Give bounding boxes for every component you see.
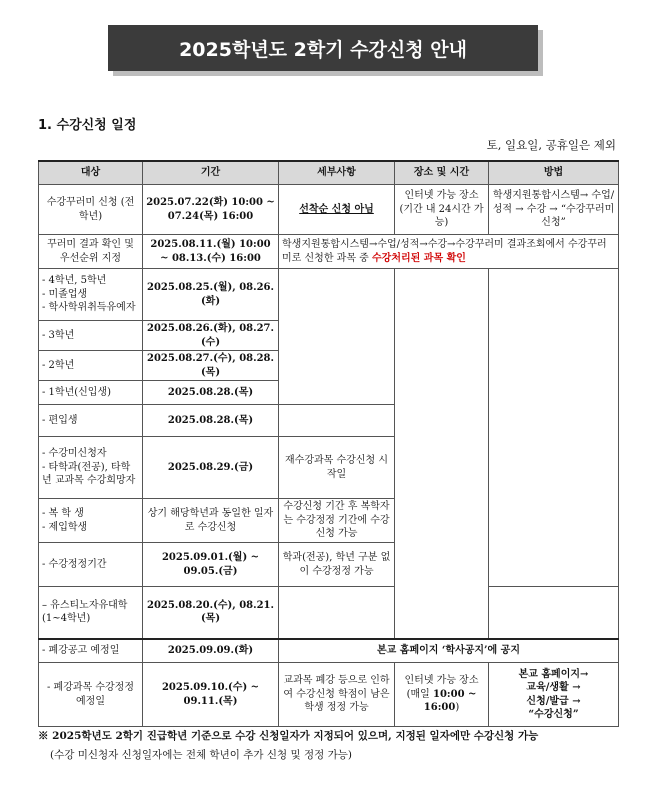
target-cell: - 수강정정기간 bbox=[39, 543, 143, 587]
target-line: - 수강미신청자 bbox=[42, 448, 107, 460]
table-row bbox=[39, 185, 619, 235]
detail-cell: 수강신청 기간 후 복학자는 수강정정 기간에 수강신청 가능 bbox=[279, 499, 395, 543]
period-cell: 2025.08.25.(월), 08.26.(화) bbox=[143, 269, 279, 321]
period-cell: 2025.09.09.(화) bbox=[143, 639, 279, 663]
col-place: 장소 및 시간 bbox=[395, 161, 489, 185]
target-line: - 타학과(전공), 타학년 교과목 수강희망자 bbox=[42, 461, 136, 487]
target-cell bbox=[39, 437, 143, 499]
place-hours bbox=[398, 688, 485, 715]
col-target: 대상 bbox=[39, 161, 143, 185]
target-cell bbox=[39, 269, 143, 321]
place-group-cell bbox=[395, 269, 489, 639]
place-time: 10:00 ~ 16:00 bbox=[423, 688, 477, 714]
detail-cell bbox=[279, 235, 619, 269]
detail-cell bbox=[279, 587, 395, 639]
place-text: (매일 bbox=[406, 688, 433, 700]
place-text: 인터넷 가능 장소 bbox=[404, 675, 479, 687]
grade-detail-cell bbox=[279, 269, 395, 405]
header-row bbox=[39, 161, 619, 185]
title-banner bbox=[108, 25, 538, 71]
section-heading: 1. 수강신청 일정 bbox=[38, 118, 137, 133]
period-cell: 2025.09.01.(월) ~ 09.05.(금) bbox=[143, 543, 279, 587]
footer-note bbox=[38, 727, 628, 765]
table-row bbox=[39, 269, 619, 321]
detail-cell bbox=[279, 405, 395, 437]
period-cell: 2025.08.26.(화), 08.27.(수) bbox=[143, 321, 279, 351]
target-cell: - 폐강과목 수강정정 예정일 bbox=[39, 663, 143, 727]
target-cell: – 유스티노자유대학 (1~4학년) bbox=[39, 587, 143, 639]
period-cell: 2025.08.11.(월) 10:00 ~ 08.13.(수) 16:00 bbox=[143, 235, 279, 269]
period-cell: 2025.08.29.(금) bbox=[143, 437, 279, 499]
table-row bbox=[39, 663, 619, 727]
method-cell bbox=[489, 587, 619, 639]
place-text: ) bbox=[455, 702, 460, 714]
period-cell: 2025.08.28.(목) bbox=[143, 405, 279, 437]
target-cell: - 편입생 bbox=[39, 405, 143, 437]
method-line: 신청/발급 → bbox=[526, 695, 581, 707]
period-cell: 상기 해당학년과 동일한 일자로 수강신청 bbox=[143, 499, 279, 543]
target-line: - 4학년, 5학년 bbox=[42, 275, 107, 287]
target-cell: 꾸러미 결과 확인 및 우선순위 지정 bbox=[39, 235, 143, 269]
target-line: - 제입학생 bbox=[42, 521, 88, 533]
target-cell: - 2학년 bbox=[39, 351, 143, 381]
period-cell: 2025.08.28.(목) bbox=[143, 381, 279, 405]
target-cell: - 3학년 bbox=[39, 321, 143, 351]
page-title: 2025학년도 2학기 수강신청 안내 bbox=[108, 25, 538, 71]
detail-highlight: 수강처리된 과목 확인 bbox=[372, 252, 466, 264]
target-cell: - 1학년(신입생) bbox=[39, 381, 143, 405]
period-cell: 2025.09.10.(수) ~ 09.11.(목) bbox=[143, 663, 279, 727]
col-period: 기간 bbox=[143, 161, 279, 185]
footer-line: (수강 미신청자 신청일자에는 전체 학년이 추가 신청 및 정정 가능) bbox=[50, 748, 352, 761]
method-cell bbox=[489, 663, 619, 727]
target-cell: - 폐강공고 예정일 bbox=[39, 639, 143, 663]
detail-cell: 학과(전공), 학년 구분 없이 수강정정 가능 bbox=[279, 543, 395, 587]
target-line: - 복 학 생 bbox=[42, 508, 84, 519]
method-cell: 학생지원통합시스템→ 수업/성적 → 수강 → “수강꾸러미 신청” bbox=[489, 185, 619, 235]
col-method: 방법 bbox=[489, 161, 619, 185]
method-group-cell bbox=[489, 269, 619, 587]
target-cell: 수강꾸러미 신청 (전학년) bbox=[39, 185, 143, 235]
detail-cell: 재수강과목 수강신청 시작일 bbox=[279, 437, 395, 499]
target-cell bbox=[39, 499, 143, 543]
period-cell: 2025.07.22(화) 10:00 ~ 07.24(목) 16:00 bbox=[143, 185, 279, 235]
target-line: - 미졸업생 bbox=[42, 288, 88, 300]
table-row bbox=[39, 235, 619, 269]
place-cell: 인터넷 가능 장소 (기간 내 24시간 가능) bbox=[395, 185, 489, 235]
col-detail: 세부사항 bbox=[279, 161, 395, 185]
method-line: “수강신청” bbox=[528, 709, 579, 720]
footer-line: ※ 2025학년도 2학기 진급학년 기준으로 수강 신청일자가 지정되어 있으며, 지정된 일자에만 수강신청 가능 bbox=[38, 730, 539, 742]
method-line: 교육/생활 → bbox=[526, 682, 581, 693]
detail-cell: 본교 홈페이지 ‘학사공지’에 공지 bbox=[279, 639, 619, 663]
detail-cell: 교과목 폐강 등으로 인하여 수강신청 학점이 남은 학생 정정 가능 bbox=[279, 663, 395, 727]
detail-text: 학생지원통합시스템→수업/성적→수강→수강꾸러미 결과조회에서 수강꾸러미로 신청한 과목 중 bbox=[282, 239, 607, 264]
schedule-table bbox=[38, 160, 619, 727]
detail-cell: 선착순 신청 아님 bbox=[279, 185, 395, 235]
method-line: 본교 홈페이지→ bbox=[518, 668, 589, 680]
place-cell bbox=[395, 663, 489, 727]
period-cell: 2025.08.20.(수), 08.21.(목) bbox=[143, 587, 279, 639]
target-line: - 학사학위취득유예자 bbox=[42, 302, 136, 314]
table-row bbox=[39, 587, 619, 639]
period-cell: 2025.08.27.(수), 08.28.(목) bbox=[143, 351, 279, 381]
table-row bbox=[39, 639, 619, 663]
holiday-note: 토, 일요일, 공휴일은 제외 bbox=[486, 138, 616, 152]
